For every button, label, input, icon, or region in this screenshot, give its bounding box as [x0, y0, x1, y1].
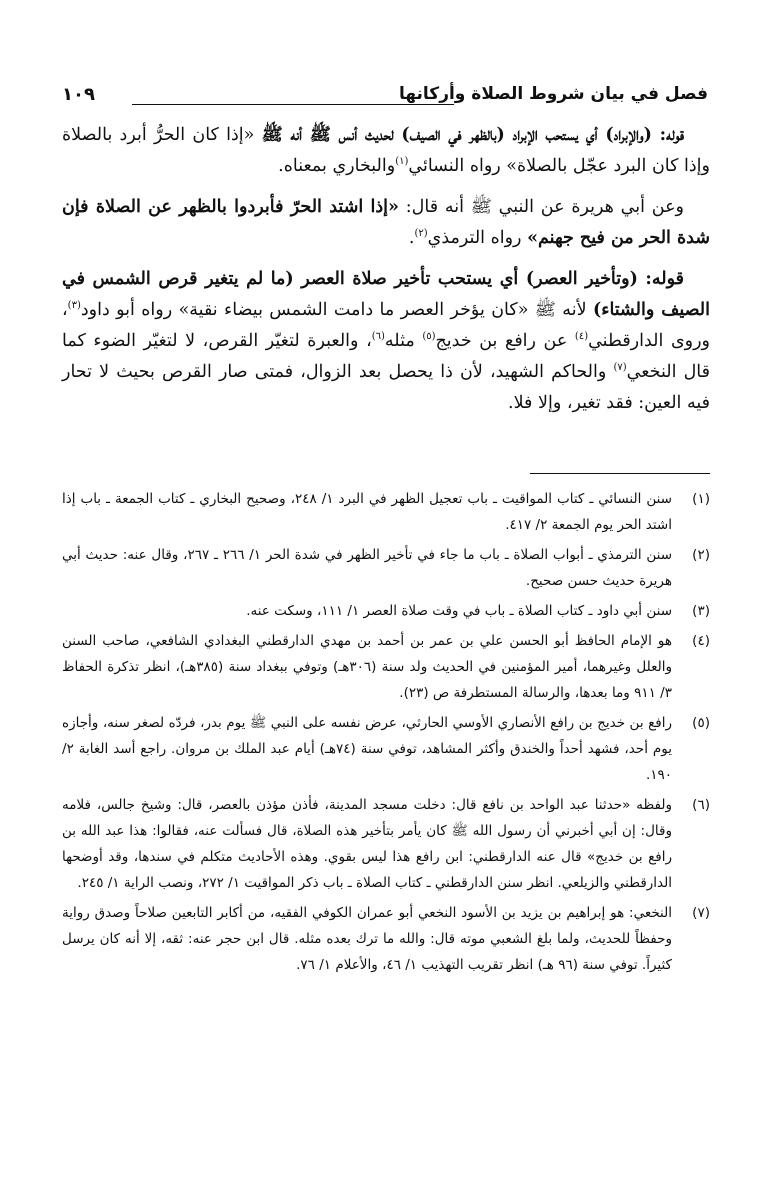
footnote-text: النخعي: هو إبراهيم بن يزيد بن الأسود النخعي أبو عمران الكوفي الفقيه، من أكابر التابعين صلاحاً وصدق رواية وحفظاً للحديث، ولما بلغ الشعبي موته قال: والله ما ترك بعده مثله. قال ابن حجر عنه: ثقه، إلا أنه كان يرسل كثيراً. توفي سنة (٩٦ هـ) انظر تقريب التهذيب ١/ ٤٦، والأعلام ١/ ٧٦. — [62, 905, 672, 973]
text-segment: عن رافع بن خديج — [435, 331, 575, 351]
footnotes — [62, 486, 710, 982]
footnote-3 — [62, 598, 710, 624]
hadith-text: «إذا كان الحرُّ أبرد بالصلاة وإذا كان البرد عجّل بالصلاة» رواه النسائي — [62, 125, 710, 176]
hadith-quote: «إذا اشتد الحرّ فأبردوا بالظهر عن الصلاة فإن شدة الحر من فيح جهنم» — [62, 197, 710, 248]
text-segment: ، والعبرة لتغيّر القرص، لا لتغيّر الضوء كما قال النخعي — [62, 331, 710, 382]
footnote-text: هو الإمام الحافظ أبو الحسن علي بن عمر بن أحمد بن مهدي الدارقطني البغدادي الشافعي، صاحب السنن والعلل وغيرهما، أمير المؤمنين في الحديث ولد سنة (٣٠٦هـ) وتوفي ببغداد سنة (٣٨٥هـ)، انظر تذكرة الحفاظ ٣/ ٩١١ وما بعدها، والرسالة المستطرفة ص (٢٣). — [62, 633, 672, 701]
text-segment: ، وروى الدارقطني — [62, 300, 710, 351]
paragraph-tail: رواه الترمذي — [427, 228, 528, 248]
text-segment: مثله — [384, 331, 423, 351]
footnote-number: (٣) — [692, 603, 710, 619]
footnote-number: (٤) — [692, 633, 710, 649]
paragraph-intro: وعن أبي هريرة عن النبي ﷺ أنه قال: — [398, 197, 684, 217]
footnote-text: سنن الترمذي ـ أبواب الصلاة ـ باب ما جاء في تأخير الظهر في شدة الحر ١/ ٢٦٦ ـ ٢٦٧، وقال عنه: حديث أبي هريرة حديث حسن صحيح. — [62, 547, 673, 589]
footnote-text: سنن أبي داود ـ كتاب الصلاة ـ باب في وقت صلاة العصر ١/ ١١١، وسكت عنه. — [246, 603, 672, 619]
main-text — [62, 120, 710, 429]
footnote-2 — [62, 542, 710, 594]
footnote-number: (٥) — [692, 715, 710, 731]
footnote-number: (٦) — [692, 797, 710, 813]
paragraph-abu-hurayra — [62, 192, 710, 254]
footnote-number: (٢) — [692, 547, 710, 563]
paragraph-asr — [62, 264, 710, 419]
footnote-number: (١) — [692, 491, 710, 507]
paragraph-lead: قوله: (والإبراد) أي يستحب الإبراد (بالظهر في الصيف) لحديث أنس ﷺ أنه ﷺ — [261, 125, 684, 145]
text-segment: والحاكم الشهيد، لأن ذا يحصل بعد الزوال، فمتى صار القرص بحيث لا تحار فيه العين: فقد تغير، وإلا فلا. — [62, 362, 710, 413]
text-segment: لأنه ﷺ «كان يؤخر العصر ما دامت الشمس بيضاء نقية» رواه أبو داود — [80, 300, 593, 320]
footnote-text: رافع بن خديج بن رافع الأنصاري الأوسي الحارثي، عرض نفسه على النبي ﷺ يوم بدر، فردّه لصغر سنه، وأجازه يوم أحد، فشهد أحداً والخندق وأكثر المشاهد، توفي سنة (٧٤هـ) أيام عبد الملك بن مروان. راجع أسد الغابة ٢/ ١٩٠. — [62, 715, 673, 783]
paragraph-end: . — [408, 228, 415, 248]
footnote-7 — [62, 900, 710, 978]
footnote-ref: (٢) — [414, 228, 428, 240]
footnote-1 — [62, 486, 710, 538]
paragraph-lead: قوله: (وتأخير العصر) أي يستحب تأخير صلاة العصر (ما لم يتغير قرص الشمس في الصيف والشتاء) — [62, 269, 710, 320]
header-rule — [132, 104, 454, 105]
footnote-separator — [530, 473, 710, 474]
paragraph-tail: والبخاري بمعناه. — [278, 156, 396, 176]
footnote-ref: (١) — [395, 156, 409, 168]
footnote-ref: (٣) — [67, 300, 81, 312]
running-header — [62, 84, 708, 116]
paragraph-ibrad — [62, 120, 710, 182]
footnote-ref: (٥) — [422, 331, 436, 343]
footnote-ref: (٤) — [574, 331, 589, 343]
footnote-ref: (٧) — [613, 362, 627, 374]
footnote-ref: (٦) — [371, 331, 385, 343]
footnote-6 — [62, 792, 710, 896]
chapter-title: فصل في بيان شروط الصلاة وأركانها — [398, 84, 708, 104]
page-number: ١٠٩ — [62, 84, 95, 105]
footnote-number: (٧) — [692, 905, 710, 921]
footnote-text: ولفظه «حدثنا عبد الواحد بن نافع قال: دخلت مسجد المدينة، فأذن مؤذن بالعصر، قال: وشيخ جالس، فلامه وقال: إن أبي أخبرني أن رسول الله ﷺ كان يأمر بتأخير هذه الصلاة، قال فسألت عنه، فقالوا: هذا عبد الله بن رافع بن خديج» قال عنه الدارقطني: ابن رافع هذا ليس بقوي. وهذه الأحاديث متكلم في سندها، وقد أوضحها الدارقطني والزيلعي. انظر سنن الدارقطني ـ كتاب الصلاة ـ باب ذكر المواقيت ١/ ٢٧٢، ونصب الراية ١/ ٢٤٥. — [62, 797, 672, 891]
footnote-5 — [62, 710, 710, 788]
footnote-text: سنن النسائي ـ كتاب المواقيت ـ باب تعجيل الظهر في البرد ١/ ٢٤٨، وصحيح البخاري ـ كتاب الجمعة ـ باب إذا اشتد الحر يوم الجمعة ٢/ ٤١٧. — [62, 491, 672, 533]
footnote-4 — [62, 628, 710, 706]
